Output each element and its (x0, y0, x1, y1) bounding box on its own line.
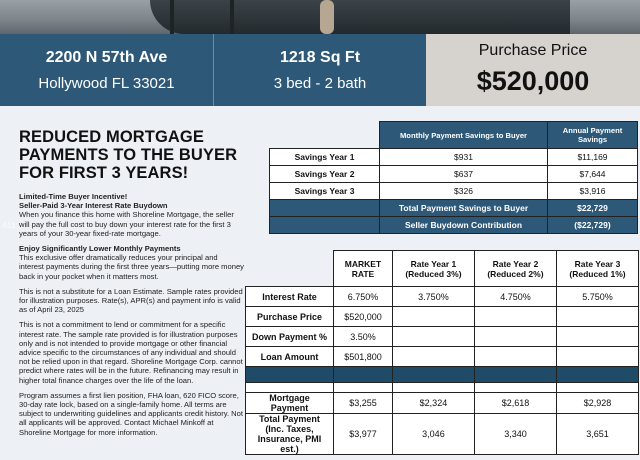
headline: REDUCED MORTGAGE PAYMENTS TO THE BUYER FOR FIRST 3 YEARS! (19, 128, 238, 182)
loan-value: $501,800 (334, 347, 393, 367)
seller-contribution-label: Seller Buydown Contribution (380, 217, 548, 234)
row-label: Loan Amount (246, 347, 334, 367)
carport-roof (150, 0, 570, 34)
price-box (426, 34, 640, 106)
payment-value: $2,324 (392, 393, 474, 414)
square-feet: 1218 Sq Ft (279, 49, 361, 66)
row-label: Mortgage Payment (246, 393, 334, 414)
market-rate-header: MARKET RATE (334, 251, 393, 287)
total-value: 3,046 (392, 414, 474, 455)
rate-value: 5.750% (556, 287, 638, 307)
table-row (270, 149, 638, 166)
annual-value: $3,916 (548, 183, 638, 200)
annual-value: $11,169 (548, 149, 638, 166)
payment-value: $2,928 (556, 393, 638, 414)
size-box (213, 34, 426, 106)
rate-value: 3.750% (392, 287, 474, 307)
total-value: 3,651 (556, 414, 638, 455)
incentive-subtitle: Seller-Paid 3-Year Interest Rate Buydown (19, 201, 168, 211)
watermark: A11 (2, 221, 16, 230)
total-savings-value: $22,729 (548, 200, 638, 217)
address-city: Hollywood FL 33021 (38, 75, 175, 92)
savings-table (269, 121, 638, 234)
rate-value: 4.750% (474, 287, 556, 307)
rate-table (245, 250, 639, 455)
disclaimer-estimate: This is not a substitute for a Loan Estimate. Sample rates provided for illustration purposes. Rate(s), APR(s) and payment info is valid as of April 23, 2025 (19, 286, 243, 315)
row-label: Interest Rate (246, 287, 334, 307)
lower-payments-title: Enjoy Significantly Lower Monthly Payments (19, 244, 181, 254)
seller-contribution-value: ($22,729) (548, 217, 638, 234)
table-row (270, 183, 638, 200)
table-row (270, 166, 638, 183)
purchase-value: $520,000 (334, 307, 393, 327)
total-savings-row (270, 200, 638, 217)
row-label: Savings Year 2 (270, 166, 380, 183)
seller-contribution-row (270, 217, 638, 234)
price-label: Purchase Price (478, 42, 588, 59)
total-value: 3,340 (474, 414, 556, 455)
row-label: Purchase Price (246, 307, 334, 327)
beds-baths: 3 bed - 2 bath (273, 75, 367, 92)
row-label: Total Payment (Inc. Taxes, Insurance, PMI est.) (246, 414, 334, 455)
purchase-price-row (246, 307, 639, 327)
carport-post (170, 0, 174, 34)
annual-value: $7,644 (548, 166, 638, 183)
total-savings-label: Total Payment Savings to Buyer (380, 200, 548, 217)
listing-photo (0, 0, 640, 34)
rate-value: 6.750% (334, 287, 393, 307)
row-label: Savings Year 3 (270, 183, 380, 200)
total-value: $3,977 (334, 414, 393, 455)
mortgage-payment-row (246, 393, 639, 414)
rate-year3-header: Rate Year 3 (Reduced 1%) (556, 251, 638, 287)
loan-amount-row (246, 347, 639, 367)
row-label: Down Payment % (246, 327, 334, 347)
incentive-title: Limited-Time Buyer Incentive! (19, 192, 128, 201)
carport-post (230, 0, 234, 34)
row-label: Savings Year 1 (270, 149, 380, 166)
payment-value: $3,255 (334, 393, 393, 414)
price-value: $520,000 (476, 66, 590, 96)
offer-description (19, 128, 244, 437)
monthly-value: $637 (380, 166, 548, 183)
address-street: 2200 N 57th Ave (45, 49, 168, 66)
monthly-savings-header: Monthly Payment Savings to Buyer (380, 122, 548, 149)
disclaimer-program: Program assumes a first lien position, FHA loan, 620 FICO score, 30-day rate lock, based on a single-family home. All terms are subject to underwriting guidelines and applicants credit history. Not all applicants will be approved. Contact Michael Minkoff at Shoreline Mortgage for more information. (19, 390, 243, 437)
divider-band (246, 367, 639, 383)
annual-savings-header: Annual Payment Savings (548, 122, 638, 149)
rate-year2-header: Rate Year 2 (Reduced 2%) (474, 251, 556, 287)
incentive-body: When you finance this home with Shoreline Mortgage, the seller will pay the full cost to buy down your interest rate for the first 3 years of your 30-year fixed-rate mortgage. (19, 210, 234, 238)
total-payment-row (246, 414, 639, 455)
tree-trunk (320, 0, 334, 34)
property-header (0, 34, 640, 106)
down-payment-row (246, 327, 639, 347)
payment-value: $2,618 (474, 393, 556, 414)
rate-year1-header: Rate Year 1 (Reduced 3%) (392, 251, 474, 287)
address-box (0, 34, 213, 106)
monthly-value: $931 (380, 149, 548, 166)
monthly-value: $326 (380, 183, 548, 200)
lower-payments-body: This exclusive offer dramatically reduces your principal and interest payments during the first three years—putting more money back in your pocket when it matters most. (19, 253, 244, 281)
disclaimer-commitment: This is not a commitment to lend or commitment for a specific interest rate. The sample rate provided is for illustration purposes only and is not intended to provide mortgage or other financial advice specific to the circumstances of any individual and should not be relied upon in that regard. Shoreline Mortgage Corp. cannot predict where rates will be in the future. Refinancing may result in higher total finance charges over the life of the loan. (19, 320, 243, 385)
interest-rate-row (246, 287, 639, 307)
down-value: 3.50% (334, 327, 393, 347)
